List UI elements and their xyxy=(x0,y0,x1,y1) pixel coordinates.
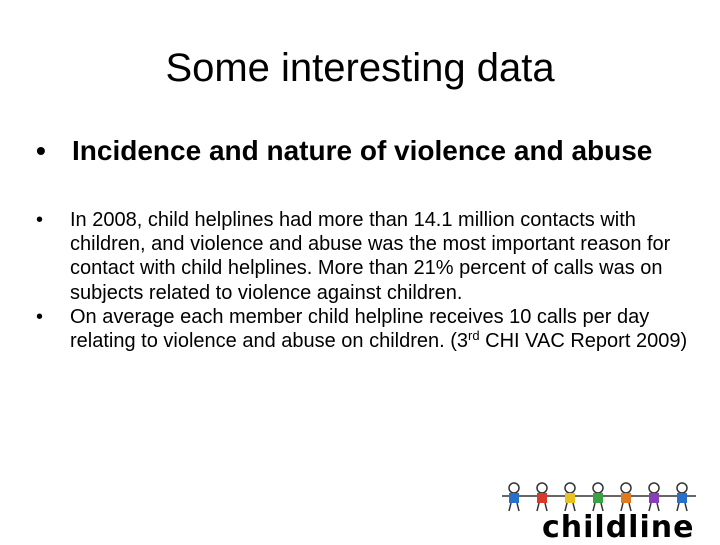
bullet-dot-icon: • xyxy=(36,135,46,166)
bullet-dot-icon: • xyxy=(36,209,44,231)
logo-text: childline xyxy=(542,510,695,545)
childline-logo xyxy=(502,480,720,545)
sub-bullet-item xyxy=(36,208,696,305)
sub-bullet-text: In 2008, child helplines had more than 14.1 million contacts with children, and violence and abuse was the most important reason for contact with child helplines. More than 21% percent of calls was on subjects related to violence against children. xyxy=(70,209,671,304)
bullet-dot-icon: • xyxy=(36,305,44,328)
ordinal-superscript: rd xyxy=(468,328,480,344)
main-bullet xyxy=(36,134,676,167)
main-bullet-text: Incidence and nature of violence and abuse xyxy=(72,135,653,166)
child-figure-icon xyxy=(502,483,528,511)
sub-bullet-text xyxy=(70,305,696,353)
sub-bullet-item xyxy=(36,305,696,353)
child-figure-icon xyxy=(528,483,556,511)
child-figure-icon xyxy=(668,483,696,511)
child-figure-icon xyxy=(584,483,612,511)
sub-bullet-list xyxy=(36,208,696,353)
sub-bullet-text-part: CHI VAC Report 2009) xyxy=(479,330,688,353)
child-figure-icon xyxy=(640,483,668,511)
slide-title: Some interesting data xyxy=(165,46,555,90)
sub-bullet-text-part: On average each member child helpline receives 10 calls per day relating to violence and abuse on children. (3 xyxy=(70,305,650,353)
child-figure-icon xyxy=(556,483,584,511)
child-figure-icon xyxy=(612,483,640,511)
